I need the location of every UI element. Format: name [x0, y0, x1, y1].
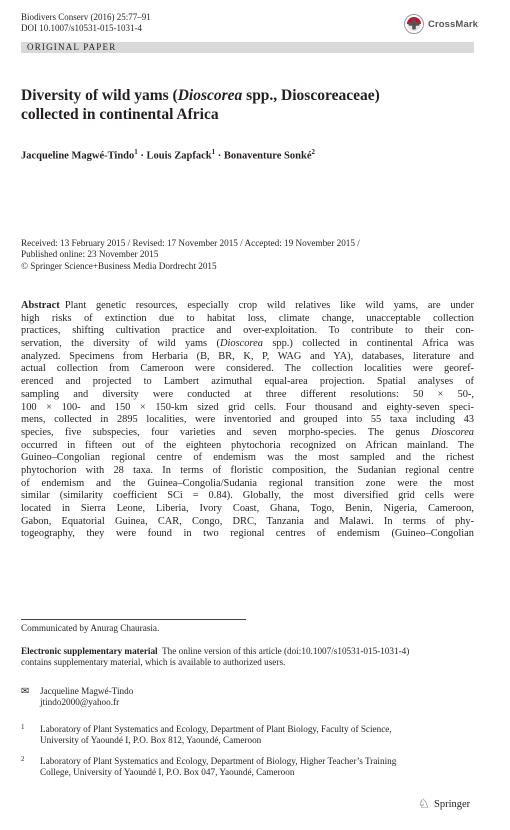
esm-doi-link[interactable]: 10.1007/s10531-015-1031-4 [301, 646, 407, 656]
abstract-line: species, five subspecies, four varieties and seven morpho-species. The genus Dioscorea [21, 426, 474, 438]
author-affiliation-marker: 1 [134, 148, 138, 156]
author-affiliation-marker: 2 [311, 148, 315, 156]
abstract-line: phytochorion with 28 taxa. In terms of floristic composition, the Sudanian regional centre [21, 464, 474, 476]
affiliation-line: Laboratory of Plant Systematics and Ecology, Department of Plant Biology, Faculty of Science, [40, 724, 392, 734]
crossmark-label: CrossMark [428, 19, 479, 30]
journal-citation: Biodivers Conserv (2016) 25:77–91 [21, 12, 151, 22]
envelope-icon: ✉ [21, 686, 30, 697]
abstract-line: togeography, they were found in two regional centres of endemism (Guineo–Congolian [21, 528, 474, 540]
esm-note [21, 646, 491, 669]
abstract-line: occurred in fifteen out of the eighteen phytochoria recognized on African mainland. The [21, 439, 474, 451]
copyright-line: © Springer Science+Business Media Dordrecht 2015 [21, 260, 217, 271]
author-name: Bonaventure Sonké [223, 150, 312, 162]
abstract-section [21, 300, 474, 541]
author-affiliation-marker: 1 [211, 148, 216, 156]
abstract-line: analyzed. Specimens from Herbaria (B, BR, K, P, WAG and YA), databases, literature and [21, 350, 474, 362]
affiliation-number: 2 [21, 755, 25, 763]
abstract-line: erenced and projected to Lambert azimuthal equal-area projection. Spatial analyses of [21, 376, 474, 388]
title-genus: Dioscorea [177, 87, 243, 104]
abstract-line: 100 × 100- and 150 × 150-km sized grid cells. Four thousand and eighty-seven speci- [21, 401, 474, 413]
author-list [21, 146, 315, 163]
esm-label: Electronic supplementary material [21, 646, 158, 656]
genus-name: Dioscorea [220, 338, 263, 350]
communicated-by: Communicated by Anurag Chaurasia. [21, 623, 160, 633]
paper-title [21, 86, 481, 124]
author-separator: · [140, 150, 144, 162]
abstract-line: Guineo–Congolian regional centre of endemism was the most sampled and the richest [21, 452, 474, 464]
footnote-divider [21, 619, 246, 620]
publication-history [21, 238, 491, 272]
dates-line: Received: 13 February 2015 / Revised: 17 November 2015 / Accepted: 19 November 2015 / [21, 238, 360, 248]
abstract-line: servation, the diversity of wild yams (Dioscorea spp.) collected in continental Africa was [21, 338, 474, 350]
abstract-line: Abstract Plant genetic resources, especially crop wild relatives like wild yams, are under [21, 300, 474, 311]
abstract-line: sampling and diversity were conducted at three different resolutions: 50 × 50-, [21, 388, 474, 400]
abstract-line: mens, collected in 2895 localities, were inventoried and grouped into 55 taxa including 43 [21, 414, 474, 426]
abstract-line: of endemism and the Guinea–Congolia/Sudania regional transition zone were the most [21, 477, 474, 489]
springer-horse-icon: ♘ [418, 797, 430, 812]
correspondent-name: Jacqueline Magwé-Tindo [40, 686, 134, 696]
crossmark-badge[interactable] [402, 14, 482, 38]
title-part2: spp., Dioscoreaceae) [242, 87, 380, 104]
abstract-line: actual collection from Cameroon were considered. The collection localities were georef- [21, 363, 474, 375]
article-type-label: ORIGINAL PAPER [27, 42, 117, 52]
article-type-band [21, 42, 474, 53]
affiliation-line: College, University of Yaoundé I, P.O. Box 047, Yaoundé, Cameroon [40, 767, 295, 778]
abstract-line: similar (similarity coefficient SCi = 0.84). Globally, the most diversified grid cells were [21, 490, 474, 502]
esm-text: The online version of this article (doi: [162, 646, 302, 656]
esm-text-close: ) [406, 646, 410, 656]
author-name: Jacqueline Magwé-Tindo [21, 150, 135, 162]
correspondent-email[interactable]: jtindo2000@yahoo.fr [40, 697, 120, 708]
doi-line: DOI 10.1007/s10531-015-1031-4 [21, 23, 142, 33]
springer-logo [418, 796, 488, 816]
title-line2: collected in continental Africa [21, 106, 219, 123]
abstract-line: high risks of extinction due to habitat loss, climate change, unacceptable collection [21, 312, 474, 324]
author-separator: · [217, 150, 222, 162]
springer-wordmark: Springer [434, 799, 471, 810]
title-part1: Diversity of wild yams ( [21, 87, 178, 104]
abstract-line: Gabon, Equatorial Guinea, CAR, Congo, DRC, Tanzania and Malawi. In terms of phy- [21, 515, 474, 527]
abstract-line: located in Sierra Leone, Liberia, Ivory Coast, Ghana, Togo, Benin, Nigeria, Cameroon, [21, 503, 474, 514]
affiliation-line: University of Yaoundé I, P.O. Box 812, Yaoundé, Cameroon [40, 735, 262, 746]
dates-line: Published online: 23 November 2015 [21, 249, 159, 260]
genus-name: Dioscorea [431, 426, 474, 438]
affiliation-number: 1 [21, 723, 25, 731]
esm-line2: contains supplementary material, which is available to authorized users. [21, 657, 286, 668]
abstract-line: practices, shifting cultivation practice and over-exploitation. To contribute to their con- [21, 325, 474, 337]
crossmark-icon [404, 14, 424, 34]
abstract-heading: Abstract [21, 300, 60, 311]
affiliation-line: Laboratory of Plant Systematics and Ecology, Department of Biology, Higher Teacher’s Training [40, 756, 397, 766]
author-name: Louis Zapfack [146, 150, 212, 162]
